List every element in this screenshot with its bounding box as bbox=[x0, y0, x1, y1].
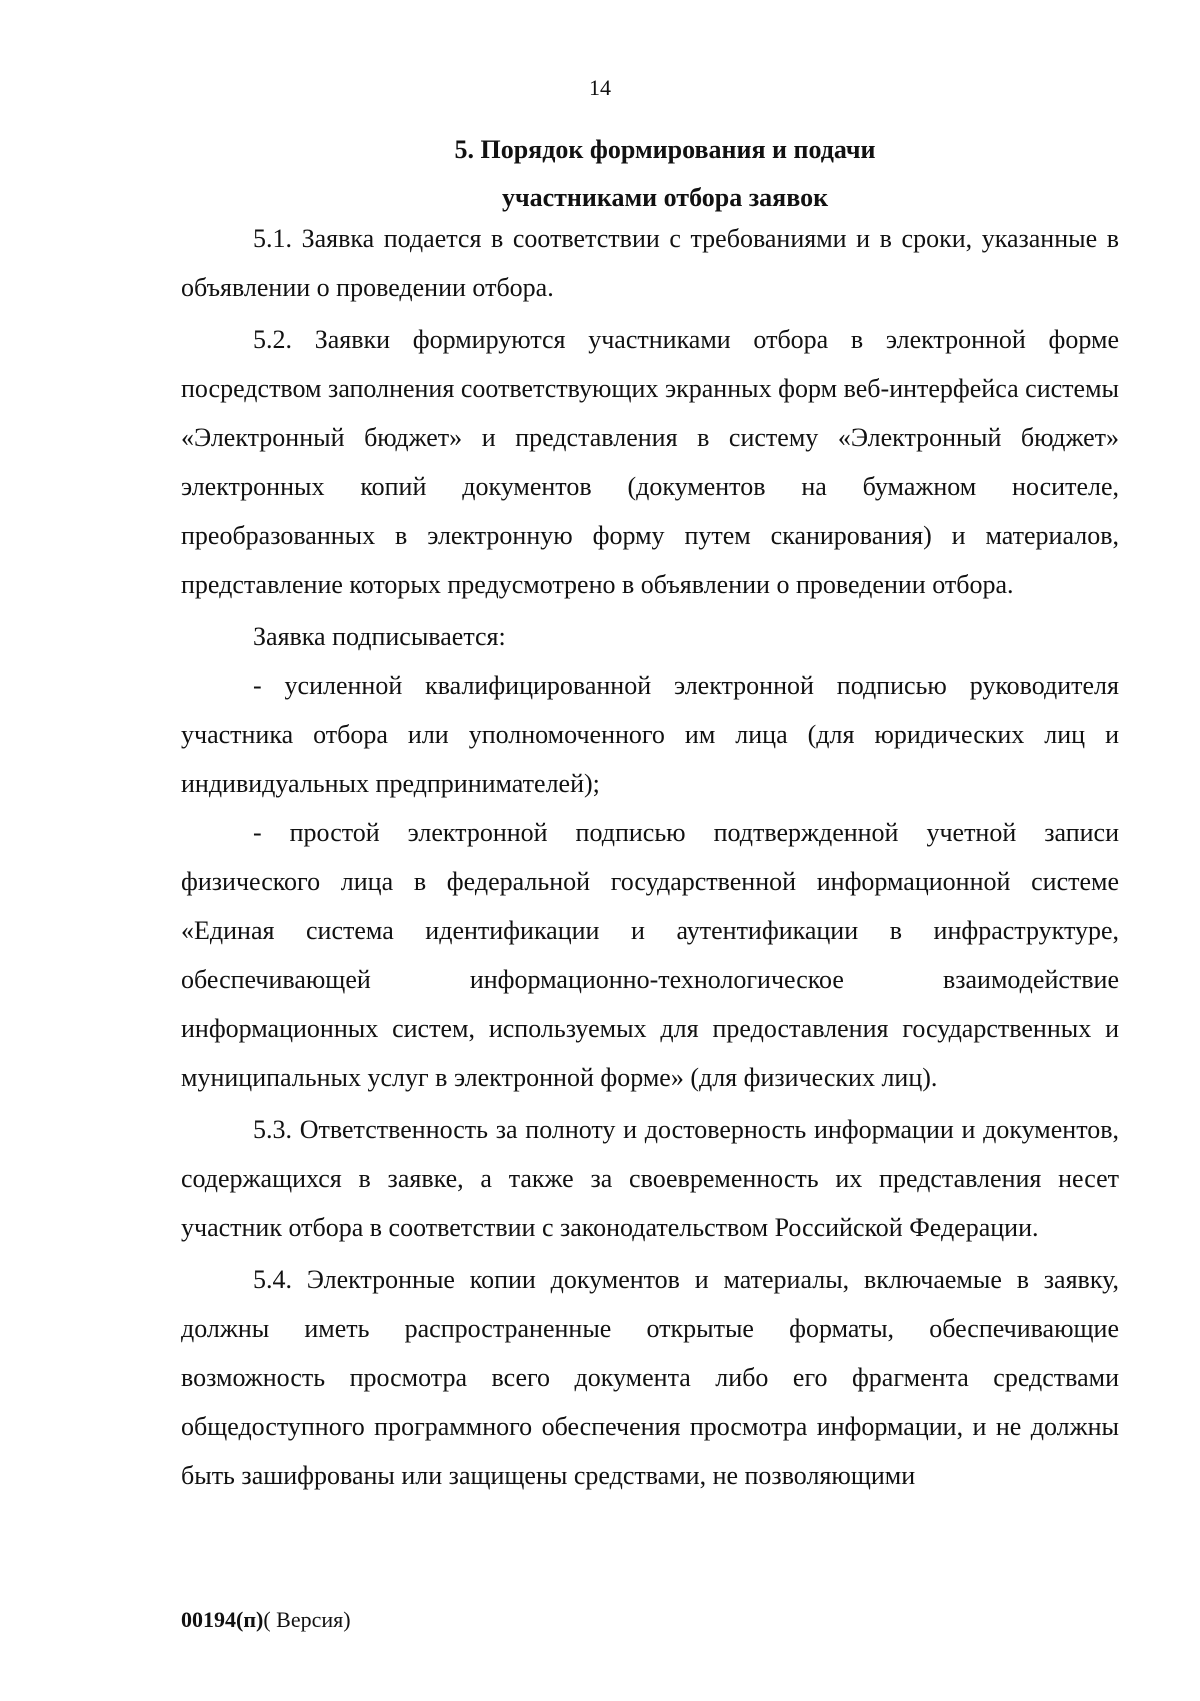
paragraph-5-3: 5.3. Ответственность за полноту и достоверность информации и документов, содержащихся в заявке, а также за своевременность их представления несет участник отбора в соответствии с законодательством Российской Федерации. bbox=[181, 1115, 1119, 1242]
section-title-line-2: участниками отбора заявок bbox=[501, 183, 829, 212]
paragraph-5-1: 5.1. Заявка подается в соответствии с требованиями и в сроки, указанные в объявлении о проведении отбора. bbox=[181, 224, 1119, 302]
paragraph-5-2: 5.2. Заявки формируются участниками отбора в электронной форме посредством заполнения соответствующих экранных форм веб-интерфейса системы «Электронный бюджет» и представления в систему «Электронный бюджет» электронных копий документов (документов на бумажном носителе, преобразованных в электронную форму путем сканирования) и материалов, представление которых предусмотрено в объявлении о проведении отбора. bbox=[181, 325, 1119, 599]
section-title-line-1: 5. Порядок формирования и подачи bbox=[454, 135, 876, 164]
section-title bbox=[180, 126, 1120, 222]
document-footer bbox=[181, 1606, 351, 1634]
document-code: 00194(п) bbox=[181, 1607, 264, 1632]
list-item-qualified-signature: - усиленной квалифицированной электронной подписью руководителя участника отбора или уполномоченного им лица (для юридических лиц и индивидуальных предпринимателей); bbox=[181, 671, 1119, 798]
document-version: ( Версия) bbox=[263, 1607, 351, 1632]
body-text bbox=[181, 214, 1119, 1500]
paragraph-signing-intro: Заявка подписывается: bbox=[253, 622, 506, 651]
page-number: 14 bbox=[589, 75, 611, 100]
list-item-simple-signature: - простой электронной подписью подтвержденной учетной записи физического лица в федеральной государственной информационной системе «Единая система идентификации и аутентификации в инфраструктуре, обеспечивающей информационно-технологическое взаимодействие информационных систем, используемых для предоставления государственных и муниципальных услуг в электронной форме» (для физических лиц). bbox=[181, 818, 1119, 1092]
paragraph-5-4: 5.4. Электронные копии документов и материалы, включаемые в заявку, должны иметь распространенные открытые форматы, обеспечивающие возможность просмотра всего документа либо его фрагмента средствами общедоступного программного обеспечения просмотра информации, и не должны быть зашифрованы или защищены средствами, не позволяющими bbox=[181, 1265, 1119, 1490]
